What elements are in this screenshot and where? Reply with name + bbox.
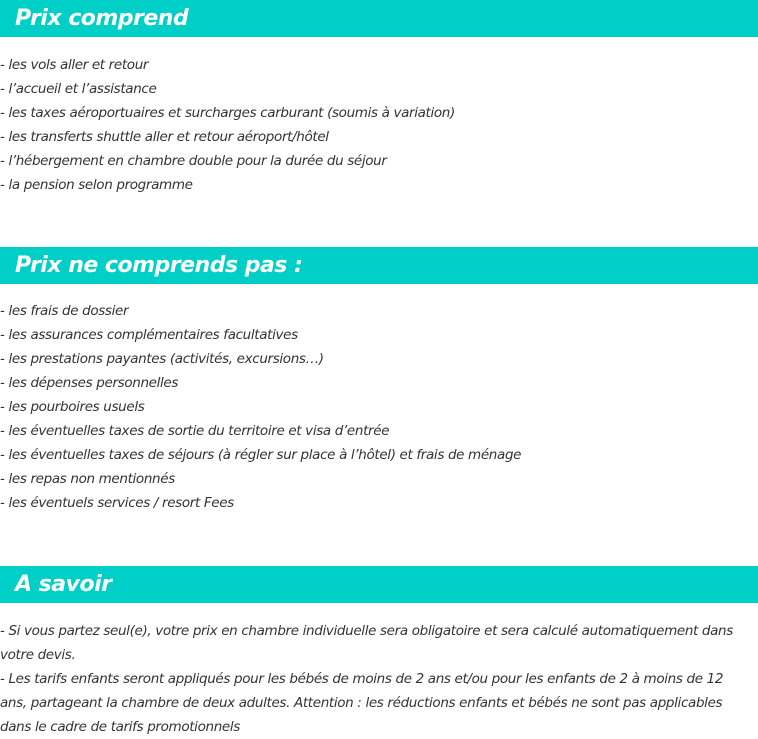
excluded-item-resort-fees: - les éventuels services / resort Fees	[0, 495, 234, 511]
info-paragraph-single: - Si vous partez seul(e), votre prix en chambre individuelle sera obligatoire et sera calculé automatiquement dans votre devis.	[0, 623, 733, 663]
included-item-taxes: - les taxes aéroportuaires et surcharges carburant (soumis à variation)	[0, 105, 455, 121]
excluded-item-pourboires: - les pourboires usuels	[0, 399, 145, 415]
included-item-transferts: - les transferts shuttle aller et retour aéroport/hôtel	[0, 129, 329, 145]
excluded-title: Prix ne comprends pas :	[15, 253, 303, 278]
excluded-item-assurances: - les assurances complémentaires facultatives	[0, 327, 298, 343]
excluded-item-frais-dossier: - les frais de dossier	[0, 303, 129, 319]
included-list	[0, 53, 758, 197]
info-paragraph-children: - Les tarifs enfants seront appliqués pour les bébés de moins de 2 ans et/ou pour les enfants de 2 à moins de 12 ans, partageant la chambre de deux adultes. Attention : les réductions enfants et bébés ne sont pas applicables dans le cadre de tarifs promotionnels	[0, 671, 724, 735]
excluded-list	[0, 299, 758, 515]
info-title: A savoir	[15, 572, 112, 597]
excluded-item-repas: - les repas non mentionnés	[0, 471, 175, 487]
excluded-header	[0, 247, 758, 284]
excluded-section	[0, 247, 758, 515]
excluded-item-taxes-sejours: - les éventuelles taxes de séjours (à régler sur place à l’hôtel) et frais de ménage	[0, 447, 522, 463]
info-header	[0, 566, 758, 603]
included-item-hebergement: - l’hébergement en chambre double pour la durée du séjour	[0, 153, 387, 169]
info-body	[0, 619, 758, 739]
excluded-item-depenses: - les dépenses personnelles	[0, 375, 179, 391]
included-item-vols: - les vols aller et retour	[0, 57, 149, 73]
included-item-pension: - la pension selon programme	[0, 177, 193, 193]
included-header	[0, 0, 758, 37]
excluded-item-prestations: - les prestations payantes (activités, excursions…)	[0, 351, 324, 367]
excluded-item-taxes-sortie: - les éventuelles taxes de sortie du territoire et visa d’entrée	[0, 423, 390, 439]
included-section	[0, 0, 758, 197]
included-item-accueil: - l’accueil et l’assistance	[0, 81, 157, 97]
included-title: Prix comprend	[15, 6, 189, 31]
info-section	[0, 566, 758, 739]
